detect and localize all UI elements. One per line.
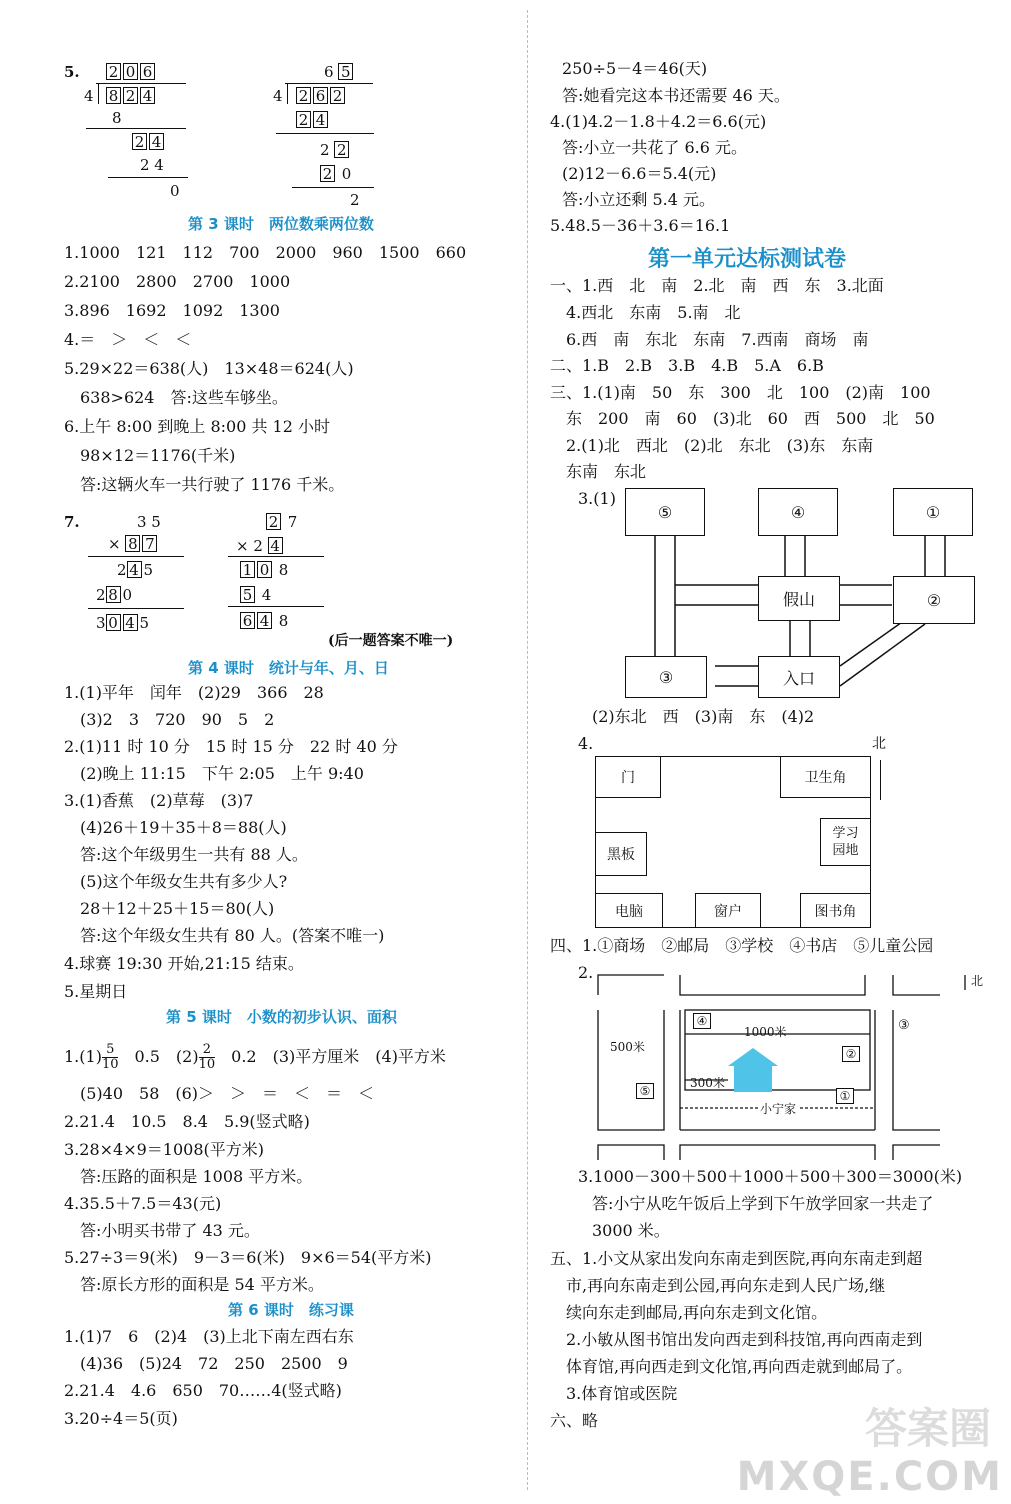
sec1-line-2: 4.西北 东南 5.南 北 [550, 303, 741, 322]
lesson4-title: 第 4 课时 统计与年、月、日 [188, 659, 389, 677]
mul1-row2: 2 8 0 [96, 586, 133, 604]
map1-box-5: ⑤ [625, 488, 705, 536]
div2-step1: 2 4 [296, 110, 330, 130]
l6-line-4: 3.20÷4＝5(页) [64, 1409, 178, 1428]
fraction-5-10: $\frac{5}{10}$ [101, 1042, 119, 1072]
watermark-top: 答案圈 [864, 1404, 991, 1453]
map1-entrance: 入口 [758, 656, 840, 698]
sec5-line-5: 体育馆,再向西走到文化馆,再向西走就到邮局了。 [550, 1357, 913, 1376]
r-top-6: 答:小立还剩 5.4 元。 [562, 190, 716, 209]
div2-divisor: 4 [273, 87, 283, 105]
r-top-1: 250÷5－4＝46(天) [562, 59, 708, 78]
l4-line-10: 答:这个年级女生共有 80 人。(答案不唯一) [64, 926, 385, 945]
sec2-line: 二、1.B 2.B 3.B 4.B 5.A 6.B [550, 356, 824, 375]
l5-line-4: 3.28×4×9＝1008(平方米) [64, 1140, 265, 1159]
div2-quotient: 6 5 [324, 62, 355, 82]
l5-line-6: 4.35.5＋7.5＝43(元) [64, 1194, 222, 1213]
sec5-line-4: 2.小敏从图书馆出发向西走到科技馆,再向西南走到 [550, 1330, 923, 1349]
q4-label: 4. [578, 734, 594, 753]
map2-north: 北 [971, 974, 984, 988]
div2-step2: 2 2 [320, 140, 351, 160]
l3-line-6: 638>624 答:这些车够坐。 [64, 388, 288, 407]
sec1-line-1: 一、1.西 北 南 2.北 南 西 东 3.北面 [550, 276, 884, 295]
q3-after: (2)东北 西 (3)南 东 (4)2 [592, 707, 815, 726]
hygiene-corner: 卫生角 [780, 756, 871, 798]
l4-line-1: 1.(1)平年 闰年 (2)29 366 28 [64, 683, 324, 702]
l3-line-4: 4.＝ ＞ ＜ ＜ [64, 330, 192, 349]
l4-line-6: (4)26＋19＋35＋8＝88(人) [64, 818, 287, 837]
mul1-mult: × 8 7 [108, 534, 159, 554]
l4-line-11: 4.球赛 19:30 开始,21:15 结束。 [64, 954, 304, 973]
mul1-result: 3 0 4 5 [96, 614, 150, 632]
l5-line-5: 答:压路的面积是 1008 平方米。 [64, 1167, 313, 1186]
l6-line-2: (4)36 (5)24 72 250 2500 9 [64, 1354, 348, 1373]
div1-step1: 8 [112, 109, 122, 127]
mul2-row2: 5 4 [240, 585, 271, 605]
l4-line-12: 5.星期日 [64, 982, 128, 1001]
sec5-line-1: 五、1.小文从家出发向东南走到医院,再向东南走到超 [550, 1249, 923, 1268]
mul2-mult: × 2 4 [236, 536, 285, 556]
mul1-top: 3 5 [137, 513, 161, 531]
l3-line-7: 6.上午 8:00 到晚上 8:00 共 12 小时 [64, 417, 331, 436]
l3-line-8: 98×12＝1176(千米) [64, 446, 236, 465]
q2-label: 2. [578, 963, 594, 982]
l5-line-1: 1.(1) $\frac{5}{10}$ 0.5 (2) $\frac{2}{10}$ 0.2 (3)平方厘米 (4)平方米 [64, 1042, 446, 1072]
div1-dividend: 8 2 4 [106, 86, 157, 106]
l5-line-9: 答:原长方形的面积是 54 平方米。 [64, 1275, 324, 1294]
sec5-line-6: 3.体育馆或医院 [550, 1384, 678, 1403]
sec4-after-1: 3.1000－300＋500＋1000＋500＋300＝3000(米) [578, 1167, 963, 1186]
map2-c4: ④ [693, 1013, 711, 1029]
lesson5-title: 第 5 课时 小数的初步认识、面积 [166, 1008, 397, 1026]
l3-line-5: 5.29×22＝638(人) 13×48＝624(人) [64, 359, 354, 378]
lesson3-title: 第 3 课时 两位数乘两位数 [188, 215, 374, 233]
l3-line-2: 2.2100 2800 2700 1000 [64, 272, 291, 291]
sec4-line-1: 四、1.①商场 ②邮局 ③学校 ④书店 ⑤儿童公园 [550, 936, 934, 955]
study-corner: 学习 园地 [820, 818, 871, 866]
watermark-bottom: MXQE.COM [736, 1454, 1003, 1500]
div1-quotient: 2 0 6 [106, 62, 157, 82]
q3-label: 3.(1) [578, 489, 616, 508]
blackboard: 黑板 [595, 832, 647, 876]
computer-cell: 电脑 [595, 893, 663, 928]
l4-line-9: 28＋12＋25＋15＝80(人) [64, 899, 275, 918]
sec5-line-3: 续向东走到邮局,再向东走到文化馆。 [550, 1303, 828, 1322]
sec3-line-4: 东南 东北 [550, 462, 647, 481]
div2-step3: 2 0 [320, 164, 351, 184]
map1-rockery: 假山 [758, 576, 840, 621]
map2-c1: ① [836, 1088, 854, 1104]
house-icon [728, 1048, 778, 1092]
l3-line-3: 3.896 1692 1092 1300 [64, 301, 280, 320]
sec4-after-2: 答:小宁从吃午饭后上学到下午放学回家一共走了 [592, 1194, 934, 1213]
div1-remainder: 0 [170, 182, 180, 200]
sec3-line-2: 东 200 南 60 (3)北 60 西 500 北 50 [550, 409, 935, 428]
sec3-line-1: 三、1.(1)南 50 东 300 北 100 (2)南 100 [550, 383, 931, 402]
div2-remainder: 2 [350, 191, 360, 209]
sec5-line-2: 市,再向东南走到公园,再向东走到人民广场,继 [550, 1276, 886, 1295]
door-cell: 门 [595, 756, 661, 798]
l3-line-9: 答:这辆火车一共行驶了 1176 千米。 [64, 475, 345, 494]
map1-box-4: ④ [758, 488, 838, 536]
map2-c5: ⑤ [636, 1083, 654, 1099]
sec6-line: 六、略 [550, 1411, 599, 1430]
mul2-row1: 1 0 8 [240, 560, 288, 580]
map2-d500: 500米 [610, 1040, 645, 1054]
library-corner: 图书角 [800, 893, 871, 928]
note-not-unique: (后一题答案不唯一) [328, 633, 454, 649]
fraction-2-10: $\frac{2}{10}$ [198, 1042, 216, 1072]
lesson6-title: 第 6 课时 练习课 [228, 1301, 354, 1319]
l4-line-8: (5)这个年级女生共有多少人? [64, 872, 288, 891]
l5-line-7: 答:小明买书带了 43 元。 [64, 1221, 260, 1240]
sec4-after-3: 3000 米。 [592, 1221, 670, 1240]
mul1-row1: 2 4 5 [117, 561, 154, 579]
r-top-4: 答:小立一共花了 6.6 元。 [562, 138, 748, 157]
mul2-top: 2 7 [266, 512, 297, 532]
r-top-5: (2)12－6.6＝5.4(元) [562, 164, 717, 183]
map1-box-1: ① [893, 488, 973, 536]
div1-step2: 2 4 [132, 132, 166, 152]
div2-dividend: 2 6 2 [296, 86, 347, 106]
map1-box-3: ③ [625, 656, 707, 698]
map2-c2: ② [842, 1046, 860, 1062]
map2-home: 小宁家 [760, 1102, 797, 1116]
r-top-7: 5.48.5－36＋3.6＝16.1 [550, 216, 731, 235]
map2-d300: 300米 [690, 1076, 725, 1090]
l5-line-3: 2.21.4 10.5 8.4 5.9(竖式略) [64, 1112, 310, 1131]
map2-c3: ③ [898, 1018, 910, 1033]
map1-box-2: ② [893, 576, 975, 624]
l5-line-8: 5.27÷3＝9(米) 9－3＝6(米) 9×6＝54(平方米) [64, 1248, 432, 1267]
sec1-line-3: 6.西 南 东北 东南 7.西南 商场 南 [550, 330, 869, 349]
window-cell: 窗户 [695, 893, 761, 928]
l4-line-4: (2)晚上 11:15 下午 2:05 上午 9:40 [64, 764, 364, 783]
q5-label: 5. [64, 63, 80, 81]
right-column [530, 0, 1011, 1504]
l4-line-5: 3.(1)香蕉 (2)草莓 (3)7 [64, 791, 254, 810]
unit-test-title: 第一单元达标测试卷 [648, 246, 847, 272]
q7-label: 7. [64, 513, 80, 531]
sec3-line-3: 2.(1)北 西北 (2)北 东北 (3)东 东南 [550, 436, 874, 455]
north-label: 北 [872, 736, 886, 752]
div1-step3: 2 4 [140, 156, 164, 174]
l4-line-3: 2.(1)11 时 10 分 15 时 15 分 22 时 40 分 [64, 737, 398, 756]
l4-line-2: (3)2 3 720 90 5 2 [64, 710, 275, 729]
r-top-3: 4.(1)4.2－1.8＋4.2＝6.6(元) [550, 112, 767, 131]
l6-line-3: 2.21.4 4.6 650 70……4(竖式略) [64, 1381, 342, 1400]
div1-divisor: 4 [84, 87, 94, 105]
l4-line-7: 答:这个年级男生一共有 88 人。 [64, 845, 308, 864]
mul2-result: 6 4 8 [240, 611, 288, 631]
l5-line-2: (5)40 58 (6)＞ ＞ ＝ ＜ ＝ ＜ [64, 1084, 375, 1103]
map2-d1000: 1000米 [744, 1025, 787, 1039]
l6-line-1: 1.(1)7 6 (2)4 (3)上北下南左西右东 [64, 1327, 354, 1346]
r-top-2: 答:她看完这本书还需要 46 天。 [562, 86, 790, 105]
street-map-lines [530, 0, 1011, 1160]
l3-line-1: 1.1000 121 112 700 2000 960 1500 660 [64, 243, 467, 262]
